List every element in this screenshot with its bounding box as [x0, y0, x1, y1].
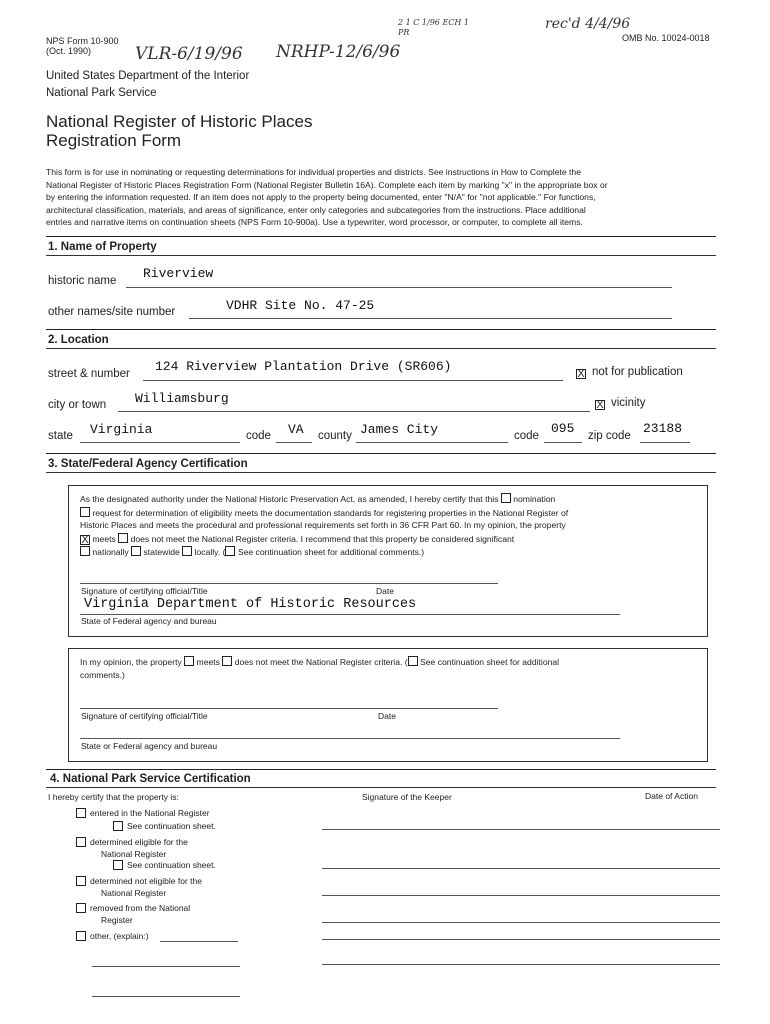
section-4-heading: 4. National Park Service Certification	[50, 773, 251, 785]
option-label: other, (explain:)	[90, 931, 149, 941]
meets-checkbox[interactable]: X	[81, 533, 89, 546]
field-line	[80, 738, 620, 739]
signature-line	[322, 868, 720, 869]
county-field[interactable]: James City	[360, 422, 439, 437]
historic-name-field[interactable]: Riverview	[143, 266, 214, 281]
option-label: See continuation sheet.	[127, 821, 216, 831]
county-label: county	[318, 430, 352, 442]
field-line	[80, 442, 240, 443]
explain-line[interactable]	[92, 966, 240, 967]
statewide-checkbox[interactable]	[131, 546, 141, 556]
section-divider	[46, 472, 716, 473]
street-field[interactable]: 124 Riverview Plantation Drive (SR606)	[155, 359, 452, 374]
field-line	[640, 442, 690, 443]
handwritten-vlr-date: VLR-6/19/96	[135, 44, 243, 64]
form-number: NPS Form 10-900	[46, 36, 119, 46]
field-line	[276, 442, 312, 443]
nationally-checkbox[interactable]	[80, 546, 90, 556]
state-field[interactable]: Virginia	[90, 422, 153, 437]
city-label: city or town	[48, 399, 107, 411]
locally-checkbox[interactable]	[182, 546, 192, 556]
determined-eligible-checkbox[interactable]	[76, 837, 86, 847]
option-label: removed from the National	[90, 903, 191, 913]
signature-label-2: Signature of certifying official/Title	[81, 711, 208, 721]
eligibility-request-checkbox[interactable]	[80, 507, 90, 517]
section-3-heading: 3. State/Federal Agency Certification	[48, 458, 248, 470]
explain-line[interactable]	[160, 941, 238, 942]
section-1-heading: 1. Name of Property	[48, 241, 157, 253]
agency-label: State of Federal agency and bureau	[81, 616, 217, 626]
date-of-action-label: Date of Action	[645, 791, 698, 801]
option-label: Register	[101, 915, 133, 925]
continuation-checkbox-eligible[interactable]	[113, 860, 123, 870]
entered-checkbox[interactable]	[76, 808, 86, 818]
agency-label-2: State or Federal agency and bureau	[81, 741, 218, 751]
handwritten-note-small: 2 1 C 1/96 ECH 1 PR	[398, 18, 470, 37]
commenting-statement: In my opinion, the property meets does not meet the National Register criteria. ( See continuation sheet for additional comments.)	[80, 657, 560, 680]
form-date: (Oct. 1990)	[46, 46, 92, 56]
other-checkbox[interactable]	[76, 931, 86, 941]
state-code-field[interactable]: VA	[288, 422, 304, 437]
field-line	[143, 380, 563, 381]
field-line	[544, 442, 582, 443]
section-divider	[46, 329, 716, 330]
date-label-2: Date	[378, 711, 396, 721]
section-divider	[46, 348, 716, 349]
option-label: determined not eligible for the	[90, 876, 202, 886]
date-label: Date	[376, 586, 394, 596]
determined-not-eligible-checkbox[interactable]	[76, 876, 86, 886]
does-not-meet-checkbox[interactable]	[118, 533, 128, 543]
keeper-signature-label: Signature of the Keeper	[362, 792, 452, 802]
option-label: See continuation sheet.	[127, 860, 216, 870]
street-label: street & number	[48, 368, 130, 380]
signature-line	[322, 939, 720, 940]
field-line	[189, 318, 672, 319]
field-line	[118, 411, 590, 412]
option-label: determined eligible for the	[90, 837, 188, 847]
meets-checkbox-2[interactable]	[184, 656, 194, 666]
section-divider	[46, 255, 716, 256]
zip-label: zip code	[588, 430, 631, 442]
signature-line	[80, 708, 498, 709]
certification-statement: As the designated authority under the National Historic Preservation Act, as amended, I hereby certify that this nomination request for determination of eligibility meets the documentation standards for registering properties in the National Register of Historic Places and meets the procedural and professional requirements set forth in 36 CFR Part 60. In my opinion, the property X meets does not meet the National Register criteria. I recommend that this property be considered significant nationally statewide locally. ( See continuation sheet for additional comments.)	[80, 494, 569, 557]
page-title: National Register of Historic Places	[46, 112, 313, 131]
vicinity-label: vicinity	[611, 397, 646, 409]
option-label: entered in the National Register	[90, 808, 210, 818]
zip-field[interactable]: 23188	[643, 421, 683, 436]
state-label: state	[48, 430, 73, 442]
nomination-checkbox[interactable]	[501, 493, 511, 503]
section-divider	[46, 453, 716, 454]
option-label: National Register	[101, 888, 167, 898]
signature-label: Signature of certifying official/Title	[81, 586, 208, 596]
field-line	[356, 442, 508, 443]
instructions-paragraph: This form is for use in nominating or requesting determinations for individual properties and districts. See instructions in How to Complete the National Register of Historic Places Registration Form (National Register Bulletin 16A). Complete each item by marking "x" in the appropriate box or by entering the information requested. If an item does not apply to the property being documented, enter "N/A" for "not applicable." For functions, architectural classification, materials, and areas of significance, enter only categories and subcategories from the instructions. Place additional entries and narrative items on continuation sheets (NPS Form 10-900a). Use a typewriter, word processor, or computer, to complete all items.	[46, 167, 608, 227]
other-names-field[interactable]: VDHR Site No. 47-25	[226, 298, 375, 313]
signature-line	[80, 583, 498, 584]
does-not-meet-checkbox-2[interactable]	[222, 656, 232, 666]
county-code-label: code	[514, 430, 539, 442]
service: National Park Service	[46, 87, 157, 99]
signature-line	[322, 829, 720, 830]
county-code-field[interactable]: 095	[551, 421, 575, 436]
explain-line[interactable]	[92, 996, 240, 997]
section-divider	[46, 236, 716, 237]
signature-line	[322, 964, 720, 965]
certify-text: I hereby certify that the property is:	[48, 792, 179, 802]
not-for-publication-checkbox[interactable]: X	[577, 368, 585, 380]
option-label: National Register	[101, 849, 167, 859]
other-names-label: other names/site number	[48, 306, 176, 318]
not-for-publication-label: not for publication	[592, 366, 683, 378]
field-line	[80, 614, 620, 615]
field-line	[126, 287, 672, 288]
section-divider	[46, 787, 716, 788]
vicinity-checkbox[interactable]: X	[596, 399, 604, 411]
section-2-heading: 2. Location	[48, 334, 109, 346]
removed-checkbox[interactable]	[76, 903, 86, 913]
continuation-sheet-checkbox-2[interactable]	[408, 656, 418, 666]
city-field[interactable]: Williamsburg	[135, 391, 229, 406]
agency-field[interactable]: Virginia Department of Historic Resources	[84, 597, 417, 612]
section-divider	[46, 769, 716, 770]
handwritten-nrhp-date: NRHP-12/6/96	[276, 42, 401, 62]
signature-line	[322, 922, 720, 923]
page-subtitle: Registration Form	[46, 131, 182, 150]
omb-number: OMB No. 10024-0018	[622, 33, 710, 43]
continuation-checkbox-entered[interactable]	[113, 821, 123, 831]
department: United States Department of the Interior	[46, 70, 250, 82]
state-code-label: code	[246, 430, 271, 442]
continuation-sheet-checkbox[interactable]	[225, 546, 235, 556]
handwritten-received-date: rec'd 4/4/96	[545, 16, 631, 32]
signature-line	[322, 895, 720, 896]
historic-name-label: historic name	[48, 275, 117, 287]
